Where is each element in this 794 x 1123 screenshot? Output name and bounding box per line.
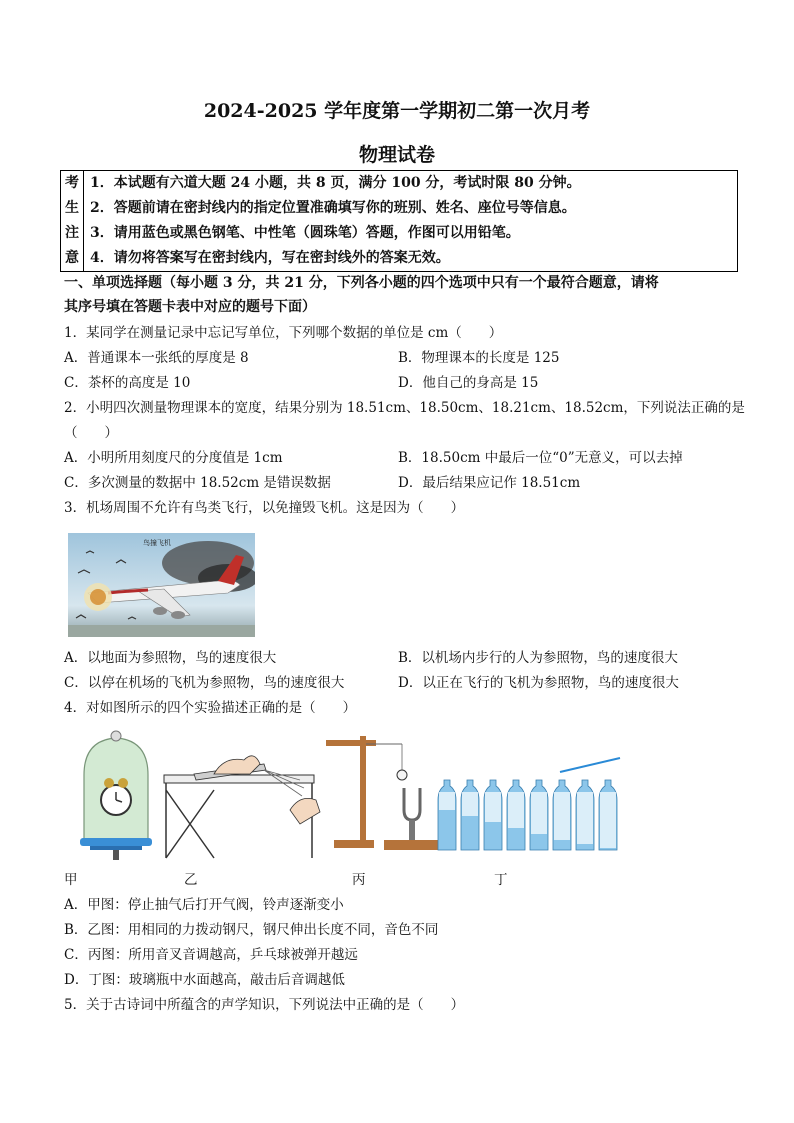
notice-box bbox=[60, 170, 738, 272]
q3-option-c: C．以停在机场的飞机为参照物，鸟的速度很大 bbox=[64, 675, 345, 691]
exam-subject: 物理试卷 bbox=[358, 144, 435, 166]
question-2-stem-cont: （ ） bbox=[64, 425, 118, 441]
notice-side-char: 注 bbox=[65, 225, 79, 241]
section-heading: 一、单项选择题（每小题 3 分，共 21 分，下列各小题的四个选项中只有一个最符合题意，请将 bbox=[64, 275, 659, 291]
notice-line: 2．答题前请在密封线内的指定位置准确填写你的班别、姓名、座位号等信息。 bbox=[90, 200, 576, 216]
notice-side-char: 意 bbox=[65, 250, 79, 266]
photo-caption: 鸟撞飞机 bbox=[143, 539, 171, 547]
question-3-stem: 3．机场周围不允许有鸟类飞行，以免撞毁飞机。这是因为（ ） bbox=[64, 500, 465, 516]
q1-option-d: D．他自己的身高是 15 bbox=[398, 375, 539, 391]
q3-option-b: B．以机场内步行的人为参照物，鸟的速度很大 bbox=[398, 650, 678, 666]
exam-title: 2024-2025 学年度第一学期初二第一次月考 bbox=[203, 100, 591, 122]
question-1-stem: 1．某同学在测量记录中忘记写单位，下列哪个数据的单位是 cm（ ） bbox=[64, 325, 503, 341]
fig-label-yi: 乙 bbox=[184, 872, 198, 888]
ruler-table-figure bbox=[164, 756, 320, 858]
tuning-fork-figure bbox=[326, 736, 444, 850]
water-bottles-figure bbox=[438, 758, 620, 850]
q4-option-a: A．甲图：停止抽气后打开气阀，铃声逐渐变小 bbox=[64, 897, 344, 913]
q2-option-a: A．小明所用刻度尺的分度值是 1cm bbox=[64, 450, 283, 466]
notice-line: 4．请勿将答案写在密封线内，写在密封线外的答案无效。 bbox=[90, 250, 450, 266]
section-heading-cont: 其序号填在答题卡表中对应的题号下面） bbox=[64, 299, 316, 315]
experiment-figures bbox=[64, 730, 644, 860]
notice-side-char: 生 bbox=[65, 200, 79, 216]
q2-option-d: D．最后结果应记作 18.51cm bbox=[398, 475, 581, 491]
q4-option-c: C．丙图：所用音叉音调越高，乒乓球被弹开越远 bbox=[64, 947, 358, 963]
question-4-stem: 4．对如图所示的四个实验描述正确的是（ ） bbox=[64, 700, 357, 716]
q1-option-a: A．普通课本一张纸的厚度是 8 bbox=[64, 350, 249, 366]
q3-option-a: A．以地面为参照物，鸟的速度很大 bbox=[64, 650, 277, 666]
q3-option-d: D．以正在飞行的飞机为参照物，鸟的速度很大 bbox=[398, 675, 679, 691]
q4-option-d: D．丁图：玻璃瓶中水面越高，敲击后音调越低 bbox=[64, 972, 345, 988]
question-5-stem: 5．关于古诗词中所蕴含的声学知识，下列说法中正确的是（ ） bbox=[64, 997, 465, 1013]
notice-side-label bbox=[61, 171, 84, 272]
notice-content bbox=[84, 171, 738, 272]
q1-option-b: B．物理课本的长度是 125 bbox=[398, 350, 560, 366]
notice-side-char: 考 bbox=[65, 175, 79, 191]
notice-line: 1．本试题有六道大题 24 小题，共 8 页，满分 100 分，考试时限 80 分钟。 bbox=[90, 175, 581, 191]
fig-label-bing: 丙 bbox=[352, 872, 366, 888]
q4-option-b: B．乙图：用相同的力拨动钢尺，钢尺伸出长度不同，音色不同 bbox=[64, 922, 439, 938]
fig-label-ding: 丁 bbox=[494, 872, 508, 888]
q2-option-c: C．多次测量的数据中 18.52cm 是错误数据 bbox=[64, 475, 331, 491]
notice-line: 3．请用蓝色或黑色钢笔、中性笔（圆珠笔）答题，作图可以用铅笔。 bbox=[90, 225, 520, 241]
bell-jar-figure bbox=[80, 731, 152, 860]
bird-strike-photo bbox=[68, 533, 255, 637]
question-2-stem: 2．小明四次测量物理课本的宽度，结果分别为 18.51cm、18.50cm、18.21cm、18.52cm，下列说法正确的是 bbox=[64, 400, 745, 416]
q2-option-b: B．18.50cm 中最后一位“0”无意义，可以去掉 bbox=[398, 450, 683, 466]
fig-label-jia: 甲 bbox=[64, 872, 78, 888]
q1-option-c: C．茶杯的高度是 10 bbox=[64, 375, 191, 391]
